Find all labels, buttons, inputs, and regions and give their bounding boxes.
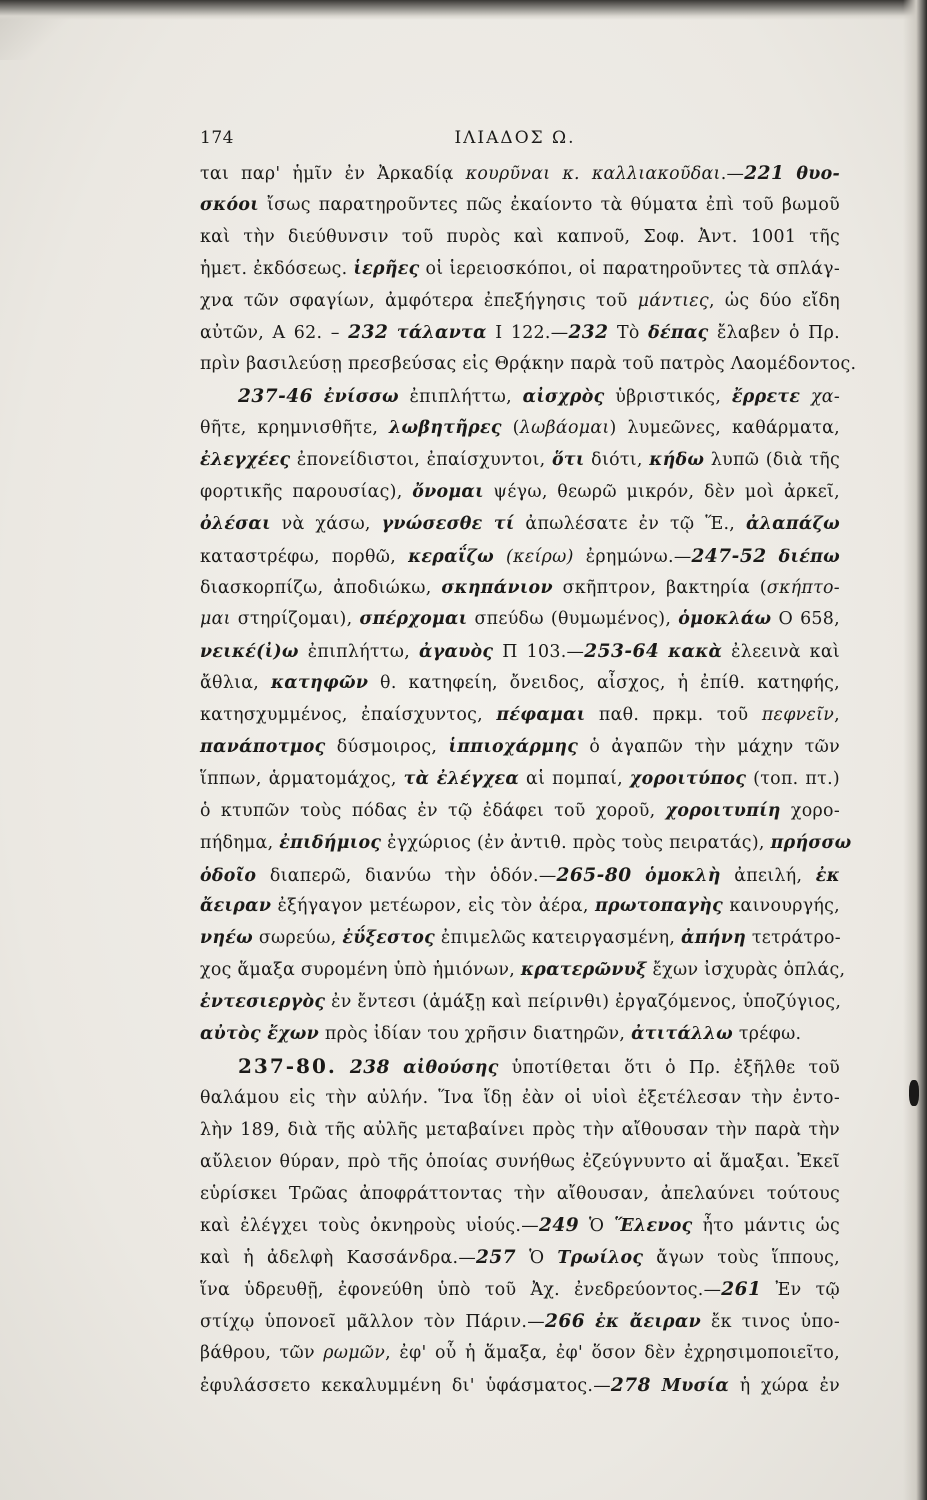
text-run: τετράτρο-: [746, 928, 841, 949]
text-run: [784, 164, 796, 184]
line-reference: 249: [538, 1215, 580, 1237]
page-header: [200, 128, 830, 150]
text-run: [659, 642, 668, 662]
text-line: [200, 796, 840, 828]
text-run: , ὡς δύο εἴδη: [708, 290, 840, 311]
lemma-term: ὁμοκλάω: [678, 609, 772, 630]
text-run: διότι,: [584, 450, 650, 471]
text-run: ται παρ' ἡμῖν ἐν Ἀρκαδίᾳ: [200, 164, 466, 184]
text-run: σκῆπτρον, βακτηρία (: [552, 577, 767, 598]
text-line: [200, 700, 840, 732]
lemma-term: ἀγαυὸς: [419, 642, 494, 663]
lemma-term: κεραΐζω: [408, 546, 494, 567]
lemma-term: νεικέ(ἰ)ω: [200, 642, 299, 663]
italic-text: πεφνεῖν: [761, 705, 835, 726]
text-run: ἔλαβεν ὁ Πρ.: [708, 323, 840, 344]
text-run: [651, 1376, 662, 1396]
text-run: [767, 547, 779, 567]
text-run: λὴν 189, διὰ τῆς αὐλῆς μεταβαίνει πρὸς τὴν αἴθουσαν τὴν παρὰ τὴν: [200, 1119, 840, 1140]
text-line: [200, 190, 840, 222]
lemma-term: θυο-: [796, 164, 840, 184]
text-run: δύσμοιρος,: [325, 737, 449, 758]
text-run: ) λυμεῶνες, καθάρματα,: [609, 418, 840, 439]
lemma-term: πρήσσω: [770, 832, 852, 853]
lemma-term: κακὰ: [668, 642, 723, 663]
text-line: [200, 987, 840, 1019]
text-run: πρὶν βασιλεύσῃ πρεσβεύσας εἰς Θρᾴκην παρὰ τοῦ πατρὸς Λαομέδοντος.: [200, 354, 857, 375]
text-line: [200, 413, 840, 445]
text-line: [200, 923, 840, 955]
text-run: βάθρου, τῶν: [200, 1342, 324, 1363]
text-run: ἵνα ὑδρευθῇ, ἐφονεύθη ὑπὸ τοῦ Ἀχ. ἐνεδρεύοντος.—: [200, 1280, 722, 1301]
text-run: (τοπ. πτ.): [746, 768, 840, 789]
text-line: [200, 381, 840, 413]
page-top-edge: [0, 0, 927, 20]
text-run: σωρεύω,: [253, 928, 343, 949]
line-reference: 261: [721, 1279, 762, 1301]
text-run: , ἐφ' οὗ ἡ ἅμαξα, ἐφ' ὅσον δὲν ἐχρησιμοποιεῖτο,: [385, 1342, 841, 1363]
lemma-term: τάλαντα: [396, 323, 487, 344]
text-line: [200, 891, 840, 923]
text-line: [200, 1338, 840, 1370]
line-reference: 238: [349, 1056, 391, 1078]
italic-text: κουρῦναι κ. καλλιακοῦδαι: [465, 164, 721, 184]
italic-text: χα-: [810, 387, 841, 408]
lemma-term: κατηφῶν: [270, 673, 369, 694]
text-line: [200, 1306, 840, 1338]
text-run: αἱ πομπαί,: [519, 768, 630, 789]
text-line: [200, 1115, 840, 1147]
text-line: [200, 1210, 840, 1242]
line-reference: 266: [544, 1311, 586, 1333]
text-run: ψέγω, θεωρῶ μικρόν, δὲν μοὶ ἀρκεῖ,: [483, 481, 840, 502]
text-line: [200, 1274, 840, 1306]
text-run: ἄγων τοὺς ἵππους,: [643, 1248, 841, 1269]
commentary-text: [200, 158, 857, 1402]
text-run: αὐτῶν, Α 62. –: [200, 323, 349, 344]
lemma-term: ἐπιδήμιος: [279, 832, 382, 853]
line-reference: 232: [348, 322, 389, 344]
text-line: [200, 1242, 840, 1274]
text-run: Ι 122.—: [486, 323, 569, 344]
text-line: [200, 349, 857, 381]
lemma-term: κήδω: [649, 450, 705, 471]
page-number: 174: [200, 128, 234, 148]
text-run: ἐλεεινὰ καὶ: [722, 642, 841, 663]
italic-text: μάντιες: [637, 290, 709, 311]
text-run: χος ἅμαξα συρομένη ὑπὸ ἡμιόνων,: [200, 960, 521, 981]
text-run: ὑβριστικός,: [604, 387, 732, 408]
line-reference: 232: [568, 322, 609, 344]
text-run: Ο 658,: [771, 609, 840, 630]
text-run: ἄθλια,: [200, 673, 271, 694]
text-run: ἐξήγαγον μετέωρον, εἰς τὸν ἀέρα,: [271, 896, 596, 917]
text-run: καταστρέφω, πορθῶ,: [200, 546, 409, 567]
text-line: [200, 158, 840, 190]
lemma-term: ἐντεσιεργὸς: [200, 992, 326, 1013]
lemma-term: σπέρχομαι: [359, 609, 468, 630]
lemma-term: Τρωίλος: [557, 1248, 644, 1269]
text-run: σπεύδω (θυμωμένος),: [467, 609, 679, 630]
text-line: [200, 286, 840, 318]
italic-text: ρωμῶν: [323, 1342, 386, 1363]
text-run: διασκορπίζω, ἀποδιώκω,: [200, 577, 442, 598]
text-run: διαπερῶ, διανύω τὴν ὁδόν.—: [256, 865, 557, 886]
lemma-term: γνώσεσθε τί: [381, 513, 515, 534]
line-reference: 237-46: [238, 386, 314, 408]
lemma-term: Ἕλενος: [614, 1216, 693, 1237]
text-run: ἡμετ. ἐκδόσεως.: [200, 258, 354, 279]
text-run: αὔλειον θύραν, πρὸ τῆς ὁποίας συνήθως ἐζεύγνυντο αἱ ἅμαξαι. Ἐκεῖ: [200, 1151, 840, 1172]
line-reference: 221: [744, 163, 785, 184]
lemma-term: ἐκ: [815, 865, 841, 886]
text-run: ἐγχώριος (ἐν ἀντιθ. πρὸς τοὺς πειρατάς),: [381, 832, 771, 853]
text-run: νὰ χάσω,: [270, 513, 382, 534]
italic-text: (κείρω): [506, 546, 574, 567]
text-run: ὁ ἀγαπῶν τὴν μάχην τῶν: [578, 737, 840, 758]
text-line: [200, 764, 840, 796]
text-run: .—: [720, 164, 745, 184]
text-run: ἐφυλάσσετο κεκαλυμμένη δι' ὑφάσματος.—: [200, 1375, 611, 1396]
text-run: ἡ χώρα ἐν: [729, 1375, 841, 1396]
lemma-term: ἀπήνη: [681, 928, 747, 949]
text-line: [200, 317, 840, 349]
text-run: ἀπωλέσατε ἐν τῷ Ἕ.,: [514, 513, 746, 534]
lemma-term: ἄειραν: [200, 896, 272, 917]
lemma-term: ἐκ ἄειραν: [595, 1312, 701, 1333]
lemma-term: ἔρρετε: [731, 387, 801, 408]
lemma-term: τὰ ἐλέγχεα: [403, 768, 520, 789]
text-line: [200, 668, 840, 700]
text-line: [200, 222, 840, 254]
text-run: στηρίζομαι),: [230, 609, 360, 630]
italic-text: λωβάομαι: [519, 418, 610, 439]
text-line: [200, 1370, 840, 1402]
text-run: Ὁ: [579, 1216, 615, 1237]
text-run: χορο-: [780, 800, 840, 821]
text-run: ἦτο μάντις ὡς: [692, 1216, 840, 1237]
text-run: ἐπονείδιστοι, ἐπαίσχυντοι,: [290, 450, 553, 471]
lemma-term: ὄνομαι: [412, 481, 484, 502]
text-line: [200, 445, 840, 477]
text-line: [200, 1147, 840, 1179]
text-line: [200, 1051, 840, 1083]
section-heading: 237-80.: [238, 1053, 337, 1078]
text-run: ἔκ τινος ὑπο-: [700, 1312, 840, 1333]
text-run: Ὁ: [516, 1248, 558, 1269]
text-run: Τὸ: [608, 323, 649, 344]
text-line: [200, 573, 840, 605]
lemma-term: νηέω: [200, 928, 254, 949]
lemma-term: χοροιτύπος: [629, 768, 747, 789]
lemma-term: ἀλαπάζω: [745, 513, 841, 534]
text-run: [390, 1058, 403, 1078]
lemma-term: δέπας: [648, 323, 709, 344]
text-run: [388, 323, 396, 343]
text-run: [585, 1312, 595, 1332]
text-line: [200, 828, 852, 860]
text-run: στίχῳ ὑπονοεῖ μᾶλλον τὸν Πάριν.—: [200, 1312, 545, 1333]
text-run: [632, 866, 646, 886]
lemma-term: αἰθούσης: [403, 1057, 499, 1078]
line-reference: 247-52: [691, 545, 767, 567]
lemma-term: ἐλεγχέες: [200, 450, 291, 471]
text-run: ὁ κτυπῶν τοὺς πόδας ἐν τῷ ἐδάφει τοῦ χοροῦ,: [200, 800, 666, 821]
text-line: [200, 604, 840, 636]
text-run: ἐρημώνω.—: [573, 546, 692, 567]
text-run: [494, 547, 506, 567]
text-run: Ἐν τῷ: [761, 1280, 840, 1301]
text-line: [200, 955, 846, 987]
line-reference: 265-80: [556, 864, 632, 886]
text-run: [337, 1058, 350, 1078]
text-run: ἀπειλή,: [720, 865, 816, 886]
lemma-term: ἀτιτάλλω: [631, 1024, 734, 1045]
running-title: ΙΛΙΑΔΟΣ Ω.: [454, 128, 576, 148]
text-run: πρὸς ἰδίαν του χρῆσιν διατηρῶν,: [319, 1024, 632, 1045]
lemma-term: πέφαμαι: [496, 705, 586, 726]
text-line: [200, 636, 840, 668]
lemma-term: ἐΰξεστος: [342, 928, 435, 949]
text-line: [200, 1179, 840, 1211]
text-run: ἐπιπλήττω,: [398, 387, 523, 408]
text-run: οἱ ἱερειοσκόποι, οἱ παρατηροῦντες τὰ σπλάγ-: [419, 258, 840, 279]
text-run: ,: [834, 705, 840, 726]
text-line: [200, 541, 840, 573]
text-run: [800, 387, 811, 407]
text-run: θ. κατηφείη, ὄνειδος, αἶσχος, ἡ ἐπίθ. κατηφής,: [368, 673, 840, 694]
lemma-term: αὐτὸς ἔχων: [200, 1024, 320, 1045]
text-run: ἐπιπλήττω,: [298, 642, 420, 663]
text-line: [200, 509, 840, 541]
line-reference: 278: [610, 1374, 652, 1396]
page-right-edge: [903, 0, 927, 1500]
italic-text: μαι: [200, 609, 231, 630]
lemma-term: διέπω: [778, 546, 840, 567]
text-run: ἐν ἔντεσι (ἁμάξῃ καὶ πείρινθι) ἐργαζόμενος, ὑποζύγιος,: [325, 992, 842, 1013]
text-run: φορτικῆς παρουσίας),: [200, 481, 413, 502]
lemma-term: λωβητῆρες: [389, 418, 502, 439]
lemma-term: ὅτι: [552, 450, 585, 471]
lemma-term: σκόοι: [200, 194, 259, 215]
line-reference: 253-64: [584, 641, 660, 663]
text-line: [200, 477, 840, 509]
text-run: τρέφω.: [733, 1024, 802, 1045]
lemma-term: ἱππιοχάρμης: [448, 737, 579, 758]
text-run: λυπῶ (διὰ τῆς: [704, 450, 840, 471]
lemma-term: Μυσία: [661, 1375, 730, 1396]
text-line: [200, 1019, 840, 1051]
text-run: ἴσως παρατηροῦντες πῶς ἐκαίοντο τὰ θύματα ἐπὶ τοῦ βωμοῦ: [258, 194, 840, 215]
text-run: παθ. πρκμ. τοῦ: [585, 705, 762, 726]
text-run: [313, 387, 324, 407]
lemma-term: πανάποτμος: [200, 737, 326, 758]
text-run: Π 103.—: [493, 642, 585, 663]
lemma-term: ὁμοκλὴ: [645, 865, 721, 886]
ink-blot: [909, 1080, 919, 1106]
text-run: ἔχων ἰσχυρὰς ὁπλάς,: [646, 960, 846, 981]
text-run: ἐπιμελῶς κατειργασμένη,: [435, 928, 682, 949]
lemma-term: ἱερῆες: [353, 258, 420, 279]
text-run: καὶ ἡ ἀδελφὴ Κασσάνδρα.—: [200, 1248, 477, 1269]
line-reference: 257: [476, 1247, 517, 1269]
text-run: (: [501, 418, 520, 439]
text-run: χνα τῶν σφαγίων, ἀμφότερα ἐπεξήγησις τοῦ: [200, 290, 638, 311]
text-run: καὶ ἐλέγχει τοὺς ὀκνηροὺς υἱούς.—: [200, 1216, 539, 1237]
text-run: εὑρίσκει Τρῶας ἀποφράττοντας τὴν αἴθουσαν, ἀπελαύνει τούτους: [200, 1183, 840, 1204]
text-run: κατησχυμμένος, ἐπαίσχυντος,: [200, 705, 497, 726]
lemma-term: χοροιτυπίη: [665, 800, 781, 821]
text-run: πήδημα,: [200, 832, 280, 853]
text-run: ὑποτίθεται ὅτι ὁ Πρ. ἐξῆλθε τοῦ: [498, 1057, 841, 1078]
lemma-term: ὁδοῖο: [200, 865, 257, 886]
italic-text: σκήπτο-: [766, 577, 840, 598]
text-line: [200, 732, 840, 764]
text-run: θαλάμου εἰς τὴν αὐλήν. Ἵνα ἴδῃ ἐὰν οἱ υἱοὶ ἐξετέλεσαν τὴν ἐντο-: [200, 1087, 840, 1108]
lemma-term: σκηπάνιον: [441, 577, 553, 598]
text-line: [200, 254, 840, 286]
text-run: ἵππων, ἁρματομάχος,: [200, 768, 404, 789]
text-line: [200, 1083, 840, 1115]
lemma-term: κρατερῶνυξ: [520, 960, 647, 981]
text-run: καινουργής,: [723, 896, 841, 917]
lemma-term: ὀλέσαι: [200, 513, 271, 534]
lemma-term: πρωτοπαγὴς: [595, 896, 723, 917]
text-run: θῆτε, κρημνισθῆτε,: [200, 418, 390, 439]
lemma-term: ἐνίσσω: [323, 387, 399, 408]
lemma-term: αἰσχρὸς: [522, 387, 605, 408]
text-run: καὶ τὴν διεύθυνσιν τοῦ πυρὸς καὶ καπνοῦ, Σοφ. Ἀντ. 1001 τῆς: [200, 226, 840, 247]
text-line: [200, 860, 840, 892]
